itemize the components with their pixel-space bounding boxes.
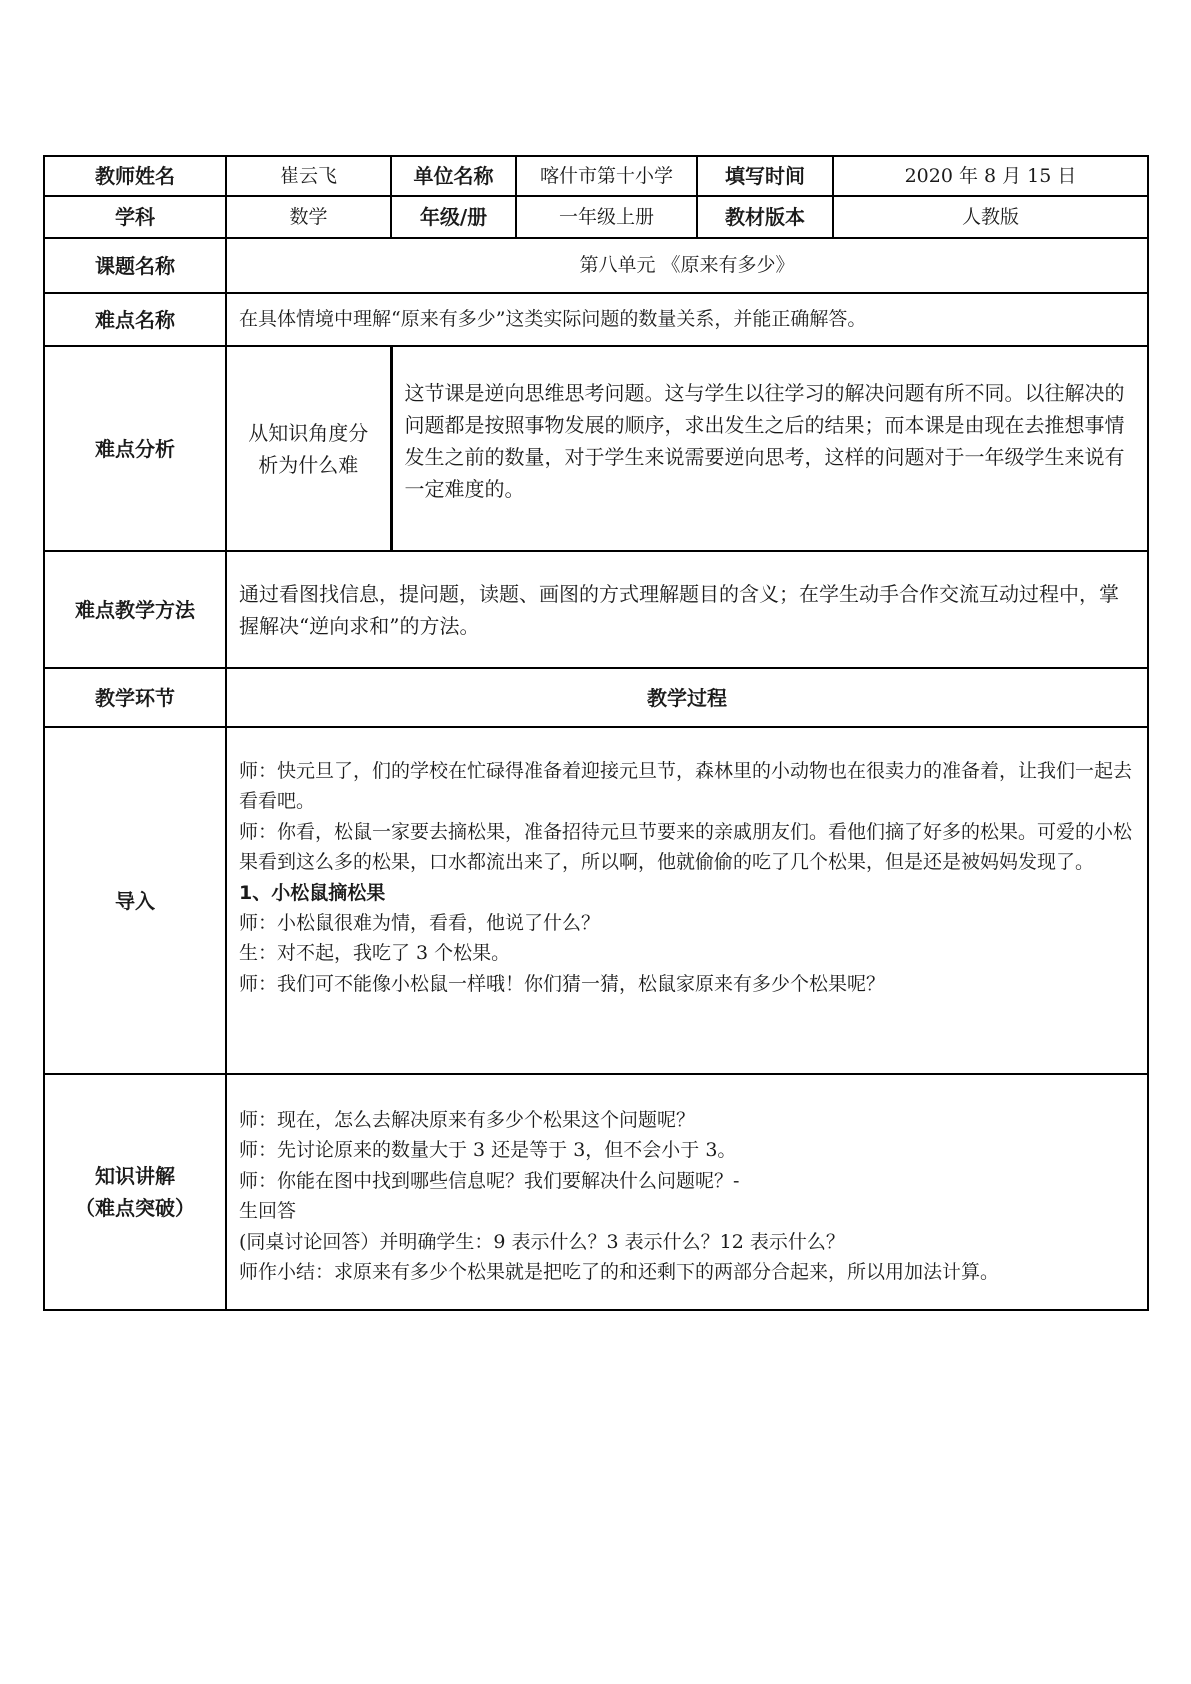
intro-line: 师：快元旦了，们的学校在忙碌得准备着迎接元旦节，森林里的小动物也在很卖力的准备着，让我们一起去看看吧。 <box>239 760 1133 813</box>
textbook-label: 教材版本 <box>697 196 833 238</box>
difficulty-label: 难点名称 <box>44 293 226 346</box>
unit-label: 单位名称 <box>391 156 516 196</box>
intro-line: 生：对不起，我吃了 3 个松果。 <box>239 942 511 965</box>
knowledge-line: 师：你能在图中找到哪些信息呢？我们要解决什么问题呢？- <box>239 1169 740 1192</box>
intro-line: 师：我们可不能像小松鼠一样哦！你们猜一猜，松鼠家原来有多少个松果呢？ <box>239 972 886 995</box>
lesson-plan-table <box>43 155 1147 1311</box>
teacher-name-value: 崔云飞 <box>226 156 391 196</box>
knowledge-content <box>226 1074 1148 1310</box>
fill-time-value: 2020 年 8 月 15 日 <box>833 156 1148 196</box>
grade-label: 年级/册 <box>391 196 516 238</box>
intro-line: 师：小松鼠很难为情，看看，他说了什么？ <box>239 911 601 934</box>
knowledge-line: 师：先讨论原来的数量大于 3 还是等于 3，但不会小于 3。 <box>239 1139 737 1162</box>
analysis-subheading: 从知识角度分析为什么难 <box>226 346 391 551</box>
unit-value: 喀什市第十小学 <box>516 156 697 196</box>
analysis-text: 这节课是逆向思维思考问题。这与学生以往学习的解决问题有所不同。以往解决的问题都是按照事物发展的顺序，求出发生之后的结果；而本课是由现在去推想事情发生之前的数量，对于学生来说需要逆向思考，这样的问题对于一年级学生来说有一定难度的。 <box>391 346 1148 551</box>
knowledge-label-line2: （难点突破） <box>75 1196 195 1220</box>
knowledge-line: 师：现在，怎么去解决原来有多少个松果这个问题呢？ <box>239 1109 696 1131</box>
knowledge-line: (同桌讨论回答）并明确学生：9 表示什么？3 表示什么？12 表示什么？ <box>239 1230 845 1253</box>
intro-content <box>226 727 1148 1074</box>
intro-label: 导入 <box>44 727 226 1074</box>
fill-time-label: 填写时间 <box>697 156 833 196</box>
lesson-title-label: 课题名称 <box>44 238 226 293</box>
segment-label: 教学环节 <box>44 668 226 727</box>
textbook-value: 人教版 <box>833 196 1148 238</box>
intro-line: 师：你看，松鼠一家要去摘松果，准备招待元旦节要来的亲戚朋友们。看他们摘了好多的松果。可爱的小松果看到这么多的松果，口水都流出来了，所以啊，他就偷偷的吃了几个松果，但是还是被妈妈发现了。 <box>239 820 1133 874</box>
difficulty-value: 在具体情境中理解“原来有多少”这类实际问题的数量关系，并能正确解答。 <box>226 293 1148 346</box>
lesson-title-value: 第八单元 《原来有多少》 <box>226 238 1148 293</box>
teacher-name-label: 教师姓名 <box>44 156 226 196</box>
intro-subheading: 1、小松鼠摘松果 <box>239 881 386 904</box>
subject-label: 学科 <box>44 196 226 238</box>
method-label: 难点教学方法 <box>44 551 226 668</box>
grade-value: 一年级上册 <box>516 196 697 238</box>
subject-value: 数学 <box>226 196 391 238</box>
analysis-label: 难点分析 <box>44 346 226 551</box>
knowledge-label <box>44 1074 226 1310</box>
knowledge-line: 师作小结：求原来有多少个松果就是把吃了的和还剩下的两部分合起来，所以用加法计算。 <box>239 1260 1000 1283</box>
method-text: 通过看图找信息，提问题，读题、画图的方式理解题目的含义；在学生动手合作交流互动过程中，掌握解决“逆向求和”的方法。 <box>226 551 1148 668</box>
process-label: 教学过程 <box>226 668 1148 727</box>
knowledge-label-line1: 知识讲解 <box>95 1164 175 1188</box>
knowledge-line: 生回答 <box>239 1200 297 1223</box>
